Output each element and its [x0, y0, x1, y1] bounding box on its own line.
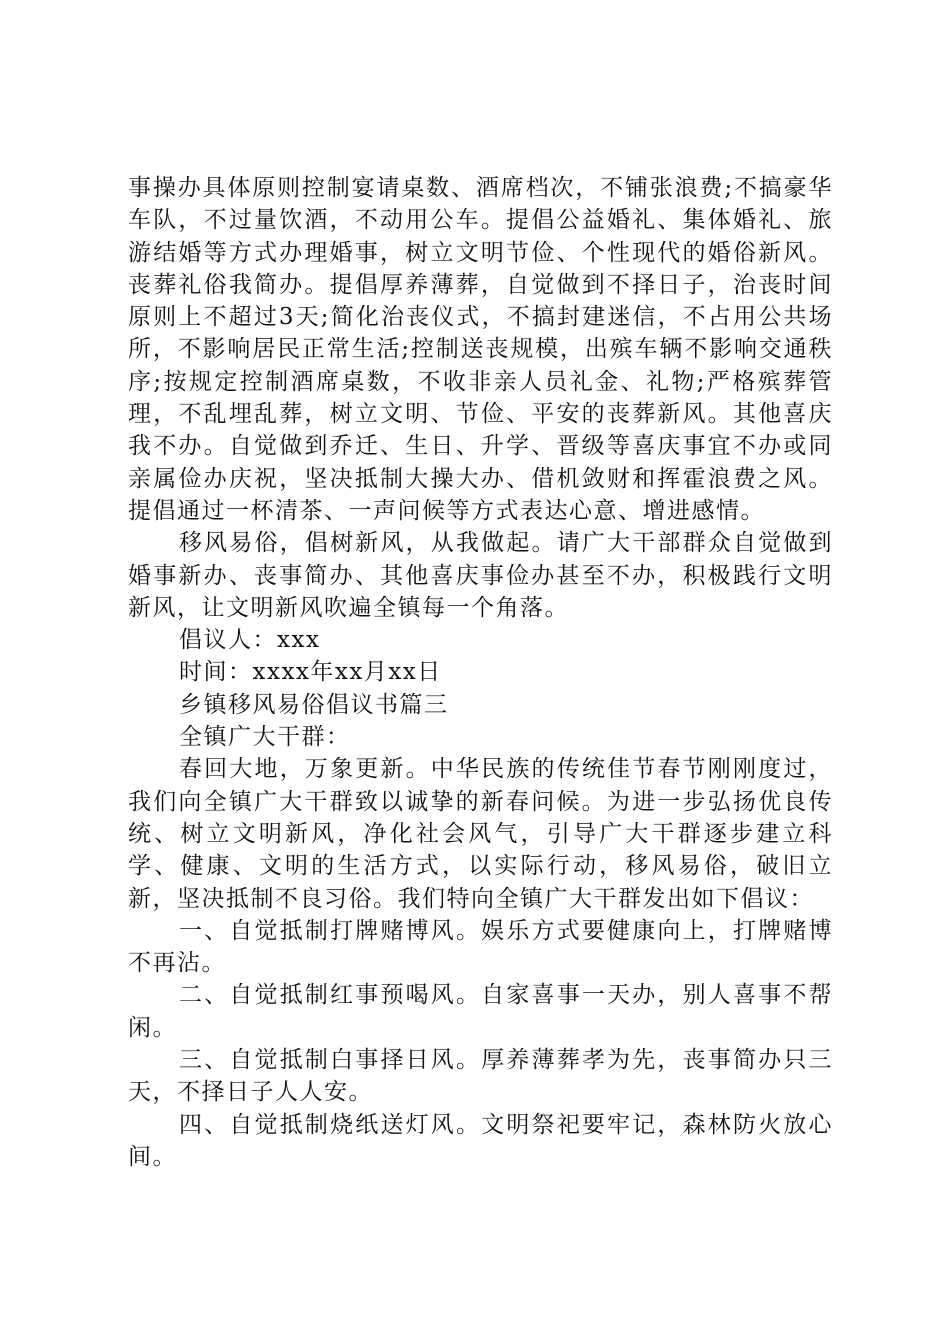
date-line: 时间：xxxx年xx月xx日	[179, 659, 442, 686]
proposal-item-1: 一、自觉抵制打牌赌博风。娱乐方式要健康向上，打牌赌博不再沾。	[128, 917, 833, 977]
initiator-line: 倡议人：xxx	[179, 627, 321, 654]
document-body	[128, 172, 833, 1173]
paragraph-intro: 春回大地，万象更新。中华民族的传统佳节春节刚刚度过，我们向全镇广大干群致以诚挚的新春问候。为进一步弘扬优良传统、树立文明新风，净化社会风气，引导广大干群逐步建立科学、健康、文明的生活方式，以实际行动，移风易俗，破旧立新，坚决抵制不良习俗。我们特向全镇广大干群发出如下倡议：	[128, 756, 833, 912]
paragraph-customs: 事操办具体原则控制宴请桌数、酒席档次，不铺张浪费;不搞豪华车队，不过量饮酒，不动用公车。提倡公益婚礼、集体婚礼、旅游结婚等方式办理婚事，树立文明节俭、个性现代的婚俗新风。丧葬礼俗我简办。提倡厚养薄葬，自觉做到不择日子，治丧时间原则上不超过3天;简化治丧仪式，不搞封建迷信，不占用公共场所，不影响居民正常生活;控制送丧规模，出殡车辆不影响交通秩序;按规定控制酒席桌数，不收非亲人员礼金、礼物;严格殡葬管理，不乱埋乱葬，树立文明、节俭、平安的丧葬新风。其他喜庆我不办。自觉做到乔迁、生日、升学、晋级等喜庆事宜不办或同亲属俭办庆祝，坚决抵制大操大办、借机敛财和挥霍浪费之风。提倡通过一杯清茶、一声问候等方式表达心意、增进感情。	[128, 175, 833, 524]
paragraph-call-to-action: 移风易俗，倡树新风，从我做起。请广大干部群众自觉做到婚事新办、丧事简办、其他喜庆事俭办甚至不办，积极践行文明新风，让文明新风吹遍全镇每一个角落。	[128, 530, 833, 621]
proposal-item-4: 四、自觉抵制烧纸送灯风。文明祭祀要牢记，森林防火放心间。	[128, 1111, 833, 1170]
salutation: 全镇广大干群：	[179, 724, 351, 751]
proposal-item-3: 三、自觉抵制白事择日风。厚养薄葬孝为先，丧事简办只三天，不择日子人人安。	[128, 1047, 833, 1106]
proposal-item-2: 二、自觉抵制红事预喝风。自家喜事一天办，别人喜事不帮闲。	[128, 982, 833, 1041]
section-title: 乡镇移风易俗倡议书篇三	[179, 691, 449, 718]
